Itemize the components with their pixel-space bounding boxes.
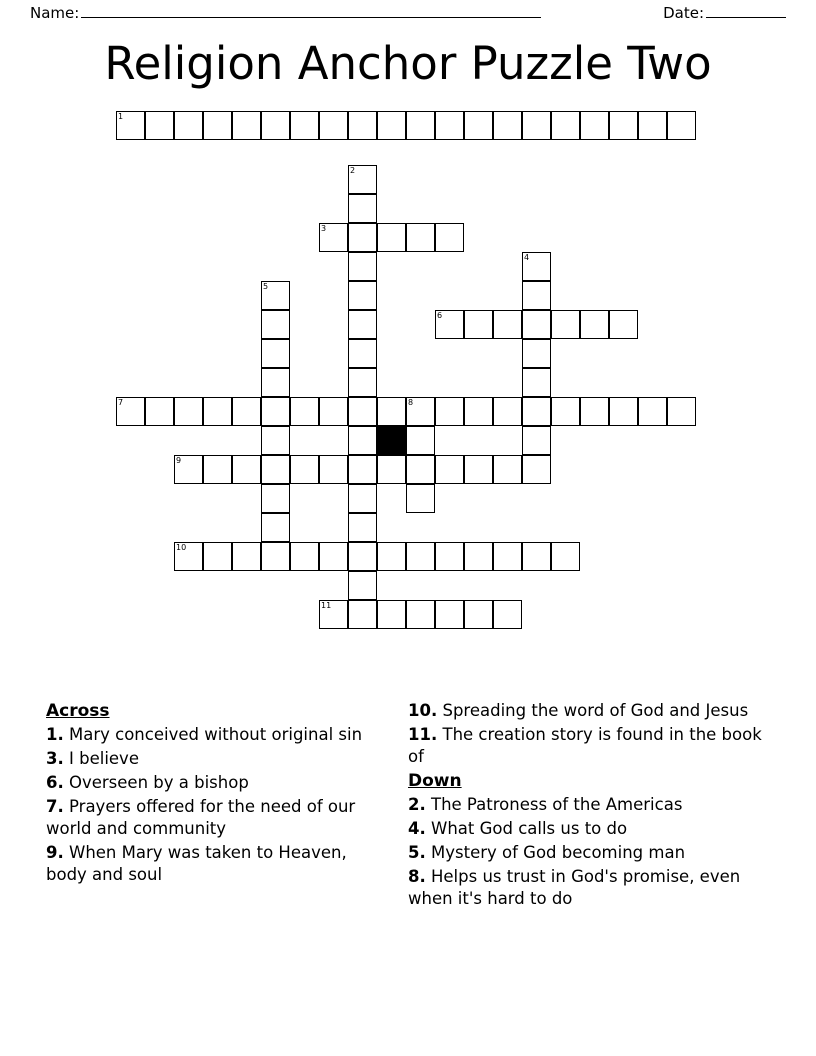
grid-cell[interactable] (406, 542, 435, 571)
name-blank-line[interactable] (81, 6, 541, 18)
grid-cell[interactable] (348, 111, 377, 140)
grid-cell[interactable] (174, 455, 203, 484)
grid-cell[interactable] (348, 426, 377, 455)
grid-cell[interactable] (464, 600, 493, 629)
grid-cell[interactable] (493, 397, 522, 426)
name-field (30, 4, 541, 22)
grid-cell[interactable] (116, 111, 145, 140)
clue-text: The Patroness of the Americas (431, 795, 683, 814)
grid-cell[interactable] (551, 310, 580, 339)
name-label: Name: (30, 4, 80, 22)
grid-cell-number: 5 (263, 282, 269, 291)
grid-cell[interactable] (638, 397, 667, 426)
clue-number: 2. (408, 795, 426, 814)
grid-cell[interactable] (290, 455, 319, 484)
date-blank-line[interactable] (706, 6, 786, 18)
grid-cell[interactable] (348, 368, 377, 397)
grid-cell[interactable] (609, 310, 638, 339)
grid-cell[interactable] (522, 339, 551, 368)
grid-cell[interactable] (348, 310, 377, 339)
grid-cell[interactable] (348, 542, 377, 571)
grid-cell-number: 4 (524, 253, 530, 262)
grid-cell[interactable] (464, 397, 493, 426)
grid-cell[interactable] (638, 111, 667, 140)
grid-cell[interactable] (435, 600, 464, 629)
grid-cell[interactable] (319, 542, 348, 571)
grid-cell[interactable] (203, 542, 232, 571)
clue-text: Mary conceived without original sin (69, 725, 363, 744)
grid-cell[interactable] (406, 426, 435, 455)
grid-cell[interactable] (261, 542, 290, 571)
grid-cell[interactable] (377, 223, 406, 252)
clue-number: 8. (408, 867, 426, 886)
grid-cell[interactable] (464, 310, 493, 339)
clues-column-left (46, 700, 386, 888)
grid-cell[interactable] (261, 455, 290, 484)
grid-cell[interactable] (348, 484, 377, 513)
clue-number: 10. (408, 701, 438, 720)
grid-cell[interactable] (232, 455, 261, 484)
grid-cell[interactable] (319, 455, 348, 484)
grid-cell[interactable] (493, 111, 522, 140)
grid-cell[interactable] (377, 542, 406, 571)
clue-text: When Mary was taken to Heaven, body and soul (46, 843, 347, 884)
grid-cell[interactable] (348, 339, 377, 368)
crossword-grid[interactable] (0, 108, 816, 698)
clue-number: 5. (408, 843, 426, 862)
grid-cell-number: 8 (408, 398, 414, 407)
grid-cell[interactable] (261, 484, 290, 513)
grid-cell[interactable] (348, 455, 377, 484)
clue-across-9 (46, 842, 386, 886)
grid-cell[interactable] (406, 397, 435, 426)
grid-cell[interactable] (348, 223, 377, 252)
grid-cell[interactable] (522, 368, 551, 397)
grid-cell[interactable] (261, 111, 290, 140)
clue-down-4 (408, 818, 768, 840)
clue-across-11 (408, 724, 768, 768)
grid-cell[interactable] (667, 111, 696, 140)
grid-cell[interactable] (551, 111, 580, 140)
grid-cell[interactable] (464, 455, 493, 484)
clue-text: Helps us trust in God's promise, even when it's hard to do (408, 867, 741, 908)
grid-cell[interactable] (493, 600, 522, 629)
grid-cell-number: 3 (321, 224, 327, 233)
grid-cell[interactable] (609, 397, 638, 426)
down-heading: Down (408, 771, 462, 791)
grid-cell[interactable] (290, 542, 319, 571)
grid-cell[interactable] (377, 455, 406, 484)
grid-cell[interactable] (348, 513, 377, 542)
clue-across-3 (46, 748, 386, 770)
grid-cell[interactable] (174, 111, 203, 140)
grid-cell[interactable] (261, 339, 290, 368)
across-heading: Across (46, 701, 110, 721)
grid-cell[interactable] (261, 397, 290, 426)
date-field (663, 4, 786, 22)
grid-cell[interactable] (116, 397, 145, 426)
clue-across-6 (46, 772, 386, 794)
grid-cell[interactable] (609, 111, 638, 140)
grid-cell[interactable] (145, 111, 174, 140)
grid-cell[interactable] (232, 542, 261, 571)
grid-cell[interactable] (406, 111, 435, 140)
grid-cell[interactable] (522, 542, 551, 571)
grid-cell[interactable] (522, 455, 551, 484)
grid-cell[interactable] (464, 542, 493, 571)
grid-cell[interactable] (203, 397, 232, 426)
grid-cell[interactable] (348, 281, 377, 310)
grid-cell[interactable] (203, 455, 232, 484)
clue-number: 9. (46, 843, 64, 862)
grid-cell[interactable] (493, 542, 522, 571)
grid-cell[interactable] (435, 455, 464, 484)
grid-cell[interactable] (319, 223, 348, 252)
grid-cell[interactable] (435, 397, 464, 426)
grid-cell[interactable] (261, 513, 290, 542)
grid-cell[interactable] (319, 600, 348, 629)
grid-cell[interactable] (580, 111, 609, 140)
grid-cell[interactable] (261, 426, 290, 455)
grid-block (377, 426, 406, 455)
clue-across-7 (46, 796, 386, 840)
clues-column-right (408, 700, 768, 912)
grid-cell[interactable] (522, 397, 551, 426)
clue-across-1 (46, 724, 386, 746)
grid-cell-number: 1 (118, 112, 124, 121)
clue-text: What God calls us to do (431, 819, 628, 838)
grid-cell[interactable] (348, 194, 377, 223)
clue-text: The creation story is found in the book of (408, 725, 762, 766)
clue-number: 11. (408, 725, 438, 744)
grid-cell[interactable] (377, 397, 406, 426)
grid-cell-number: 2 (350, 166, 356, 175)
grid-cell[interactable] (522, 252, 551, 281)
grid-cell[interactable] (174, 542, 203, 571)
grid-cell[interactable] (522, 426, 551, 455)
grid-cell[interactable] (522, 281, 551, 310)
grid-cell[interactable] (348, 397, 377, 426)
clue-across-10 (408, 700, 768, 722)
grid-cell[interactable] (406, 455, 435, 484)
grid-cell[interactable] (377, 600, 406, 629)
grid-cell[interactable] (522, 310, 551, 339)
clue-number: 6. (46, 773, 64, 792)
grid-cell[interactable] (145, 397, 174, 426)
page-title: Religion Anchor Puzzle Two (104, 37, 712, 90)
clue-number: 4. (408, 819, 426, 838)
grid-cell[interactable] (435, 310, 464, 339)
clues-section (0, 700, 816, 980)
grid-cell-number: 6 (437, 311, 443, 320)
grid-cell[interactable] (261, 310, 290, 339)
clue-down-5 (408, 842, 768, 864)
grid-cell[interactable] (290, 397, 319, 426)
clue-number: 3. (46, 749, 64, 768)
grid-cell[interactable] (580, 397, 609, 426)
clue-number: 7. (46, 797, 64, 816)
grid-cell-number: 9 (176, 456, 182, 465)
grid-cell[interactable] (580, 310, 609, 339)
clue-text: Prayers offered for the need of our world and community (46, 797, 356, 838)
grid-cell[interactable] (464, 111, 493, 140)
grid-cell[interactable] (377, 111, 406, 140)
clue-down-8 (408, 866, 768, 910)
grid-cell-number: 7 (118, 398, 124, 407)
clue-number: 1. (46, 725, 64, 744)
clue-text: I believe (69, 749, 139, 768)
grid-cell[interactable] (435, 223, 464, 252)
grid-cell[interactable] (348, 252, 377, 281)
grid-cell[interactable] (522, 111, 551, 140)
grid-cell[interactable] (348, 571, 377, 600)
grid-cell-number: 11 (321, 601, 332, 610)
grid-cell[interactable] (551, 542, 580, 571)
grid-cell[interactable] (406, 484, 435, 513)
grid-cell[interactable] (232, 111, 261, 140)
grid-cell[interactable] (203, 111, 232, 140)
grid-cell[interactable] (319, 111, 348, 140)
worksheet-header (30, 4, 786, 22)
grid-cell[interactable] (667, 397, 696, 426)
grid-cell[interactable] (435, 111, 464, 140)
grid-cell[interactable] (493, 310, 522, 339)
clue-text: Spreading the word of God and Jesus (442, 701, 749, 720)
grid-cell[interactable] (232, 397, 261, 426)
grid-cell[interactable] (435, 542, 464, 571)
grid-cell-number: 10 (176, 543, 187, 552)
grid-cell[interactable] (290, 111, 319, 140)
grid-cell[interactable] (348, 600, 377, 629)
grid-cell[interactable] (493, 455, 522, 484)
date-label: Date: (663, 4, 704, 22)
clue-text: Mystery of God becoming man (431, 843, 686, 862)
grid-cell[interactable] (406, 600, 435, 629)
grid-cell[interactable] (261, 281, 290, 310)
grid-cell[interactable] (319, 397, 348, 426)
clue-down-2 (408, 794, 768, 816)
grid-cell[interactable] (551, 397, 580, 426)
grid-cell[interactable] (174, 397, 203, 426)
grid-cell[interactable] (348, 165, 377, 194)
grid-cell[interactable] (406, 223, 435, 252)
grid-cell[interactable] (261, 368, 290, 397)
clue-text: Overseen by a bishop (69, 773, 249, 792)
